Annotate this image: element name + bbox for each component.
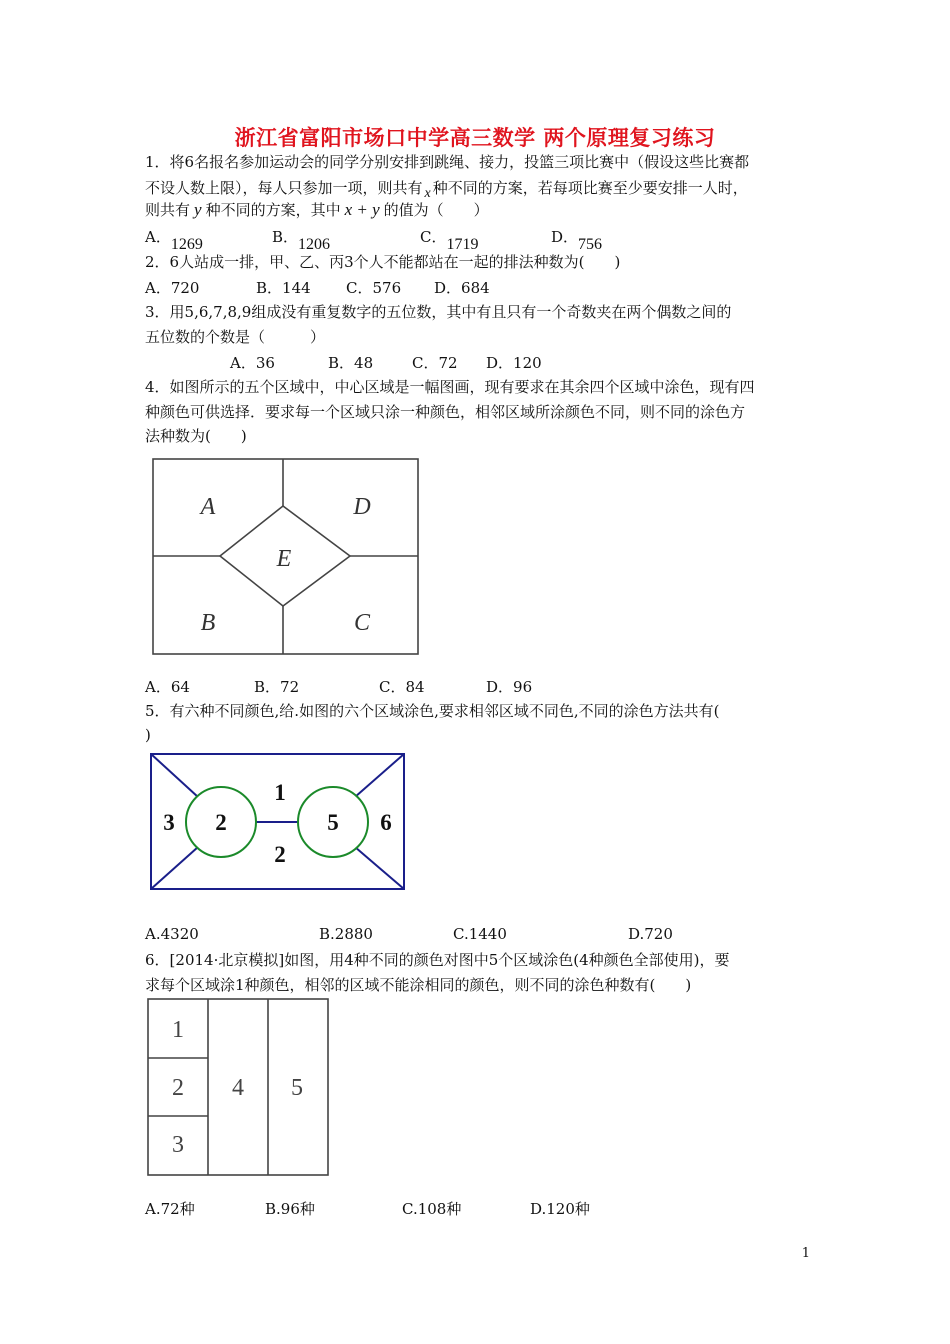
- q6-option-d: D.120种: [530, 1200, 590, 1218]
- q6-region-1: 1: [172, 1017, 184, 1043]
- q5-region-6: 6: [380, 810, 392, 835]
- q6-region-2: 2: [172, 1075, 184, 1101]
- q6-option-c: C.108种: [402, 1200, 462, 1218]
- q1-option-a: [145, 226, 203, 253]
- q1-line-3: [145, 200, 489, 220]
- page-title: 浙江省富阳市场口中学高三数学 两个原理复习练习: [234, 125, 716, 150]
- q6-line-2: 求每个区域涂1种颜色，相邻的区域不能涂相同的颜色，则不同的涂色种数有( ): [145, 976, 692, 994]
- q5-option-c: C.1440: [453, 925, 507, 943]
- q1-option-b-value: 1206: [298, 236, 331, 253]
- q1-option-b-label: B．: [272, 228, 299, 246]
- var-y: y: [194, 200, 202, 219]
- q1-line-3b: 种不同的方案，其中: [205, 201, 341, 219]
- q2-option-b: B．144: [256, 279, 311, 297]
- q4-option-a: A．64: [145, 678, 190, 696]
- q3-option-c: C．72: [412, 354, 458, 372]
- q4-region-a: A: [200, 494, 216, 520]
- q2-option-d: D．684: [434, 279, 490, 297]
- q5-line-1: 5．有六种不同颜色,给.如图的六个区域涂色,要求相邻区域不同色,不同的涂色方法共有(: [145, 702, 720, 720]
- q5-option-d: D.720: [628, 925, 673, 943]
- q4-line-3: 法种数为( ): [145, 427, 247, 445]
- q5-line-2: ): [145, 726, 151, 744]
- q3-line-2: 五位数的个数是（ ）: [145, 328, 326, 346]
- q2-option-c: C．576: [346, 279, 402, 297]
- q2-line-1: 2．6人站成一排，甲、乙、丙3个人不能都站在一起的排法种数为( ): [145, 253, 621, 271]
- q1-option-a-label: A．: [145, 228, 171, 246]
- q6-region-4: 4: [232, 1075, 244, 1101]
- q1-line-2a: 不设人数上限），每人只参加一项，则共有: [145, 179, 423, 197]
- q2-option-a: A．720: [145, 279, 200, 297]
- q1-line-3a: 则共有: [145, 201, 191, 219]
- q4-region-e: E: [276, 546, 292, 572]
- q1-option-d-value: 756: [578, 236, 603, 253]
- q5-option-a: A.4320: [145, 925, 199, 943]
- q1-option-a-value: 1269: [170, 236, 203, 253]
- q6-option-a: A.72种: [145, 1200, 195, 1218]
- q6-option-b: B.96种: [265, 1200, 315, 1218]
- q1-option-c: [420, 226, 479, 253]
- q4-region-figure: [150, 456, 422, 658]
- q1-line-3c: 的值为（ ）: [383, 201, 489, 219]
- q5-region-2-left: 2: [215, 810, 227, 835]
- q5-region-2-bottom: 2: [274, 842, 286, 867]
- q3-line-1: 3．用5,6,7,8,9组成没有重复数字的五位数，其中有且只有一个奇数夹在两个偶数之间的: [145, 303, 732, 321]
- q1-option-b: [272, 226, 331, 253]
- q3-option-d: D．120: [486, 354, 542, 372]
- q4-line-2: 种颜色可供选择．要求每一个区域只涂一种颜色，相邻区域所涂颜色不同，则不同的涂色方: [145, 403, 746, 421]
- q1-option-c-value: 1719: [446, 236, 479, 253]
- q1-option-d: [551, 226, 603, 253]
- q6-line-1: 6．[2014·北京模拟]如图，用4种不同的颜色对图中5个区域涂色(4种颜色全部使用)，要: [145, 951, 730, 969]
- q4-option-b: B．72: [254, 678, 300, 696]
- q1-option-c-label: C．: [420, 228, 447, 246]
- var-x: x: [424, 186, 431, 201]
- q1-line-2: [145, 178, 748, 200]
- q5-region-3: 3: [163, 810, 175, 835]
- q3-option-a: A．36: [230, 354, 275, 372]
- q5-region-5: 5: [327, 810, 339, 835]
- q1-option-d-label: D．: [551, 228, 579, 246]
- q1-line-1: 1．将6名报名参加运动会的同学分别安排到跳绳、接力，投篮三项比赛中（假设这些比赛都: [145, 153, 750, 171]
- q4-option-d: D．96: [486, 678, 533, 696]
- q4-region-d: D: [353, 494, 371, 520]
- q5-region-figure: [148, 751, 408, 893]
- q1-line-2b: 种不同的方案，若每项比赛至少要安排一人时，: [432, 179, 748, 197]
- q6-region-5: 5: [291, 1075, 303, 1101]
- q4-region-c: C: [353, 610, 371, 636]
- q5-region-1: 1: [274, 780, 286, 805]
- q4-region-b: B: [200, 610, 216, 636]
- q4-line-1: 4．如图所示的五个区域中，中心区域是一幅图画，现有要求在其余四个区域中涂色，现有四: [145, 378, 755, 396]
- q3-option-b: B．48: [328, 354, 374, 372]
- q4-option-c: C．84: [379, 678, 425, 696]
- page-number: 1: [801, 1246, 810, 1261]
- q5-option-b: B.2880: [319, 925, 373, 943]
- q6-region-3: 3: [172, 1132, 184, 1158]
- expr-x-plus-y: x + y: [344, 200, 380, 219]
- q6-region-figure: [146, 997, 330, 1177]
